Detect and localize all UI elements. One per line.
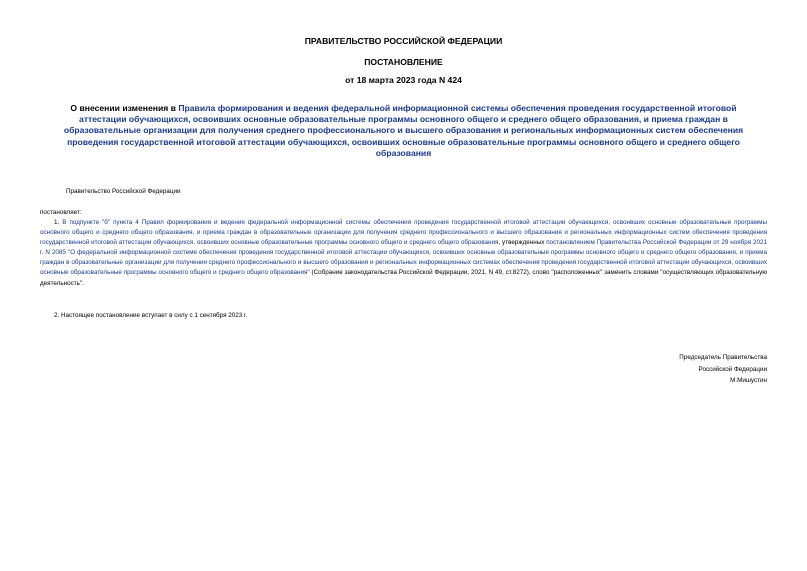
- decides-text: постановляет:: [40, 209, 82, 216]
- title-link[interactable]: Правила формирования и ведения федеральной информационной системы обеспечения проведения государственной итоговой аттестации обучающихся, освоивших основные образовательные программы основного общего и среднего общего образования, и приема граждан в образовательные организации для получения среднего профессионального и высшего образования и региональных информационных систем обеспечения проведения государственной итоговой аттестации обучающихся, освоивших основные образовательные программы основного общего и среднего общего образования: [63, 103, 744, 158]
- doc-type-heading: ПОСТАНОВЛЕНИЕ: [364, 57, 443, 67]
- government-heading: ПРАВИТЕЛЬСТВО РОССИЙСКОЙ ФЕДЕРАЦИИ: [304, 36, 503, 46]
- item-1-number: 1.: [54, 219, 63, 226]
- signature-title-line2: Российской Федерации: [698, 365, 767, 373]
- signature-block: [679, 352, 767, 387]
- item-1-tail-text: (Собрание законодательства Российской Федерации, 2021, N 49, ст.8272), слово "расположенных" заменить словами "осуществляющих образовательную деятельность".: [40, 269, 767, 287]
- document-title: [48, 103, 759, 159]
- item-1-mid-text: , утвержденных: [498, 239, 547, 247]
- signature-name: М.Мишустин: [730, 377, 767, 384]
- date-number-heading: от 18 марта 2023 года N 424: [345, 75, 462, 85]
- item-1-link-decree[interactable]: постановлением Правительства Российской Федерации от 29 ноября 2021 г. N 2085 "О федеральной информационной системе обеспечения проведения государственной итоговой аттестации обучающихся, освоивших основные образовательные программы основного общего и среднего общего образования, и приема граждан в образовательные организации для получения среднего профессионального и высшего образования и региональных информационных системах обеспечения проведения государственной итоговой аттестации обучающихся, освоивших основные образовательные программы основного общего и среднего общего образования": [40, 239, 767, 277]
- item-1-link-rules[interactable]: В подпункте "б" пункта 4 Правил формирования и ведения федеральной информационной системы обеспечения проведения государственной итоговой аттестации обучающихся, освоивших основные образовательные программы основного общего и среднего общего образования, и приема граждан в образовательные организации для получения среднего профессионального и высшего образования и региональных информационных систем обеспечения проведения государственной итоговой аттестации обучающихся, освоивших основные образовательные программы основного общего и среднего общего образования: [40, 219, 767, 247]
- issuer-text: Правительство Российской Федерации: [66, 188, 181, 195]
- item-1-paragraph: [40, 218, 767, 289]
- signature-title-line1: Председатель Правительства: [679, 354, 767, 361]
- item-2-paragraph: 2. Настоящее постановление вступает в силу с 1 сентября 2023 г.: [54, 312, 248, 319]
- title-prefix: О внесении изменения в: [70, 103, 179, 113]
